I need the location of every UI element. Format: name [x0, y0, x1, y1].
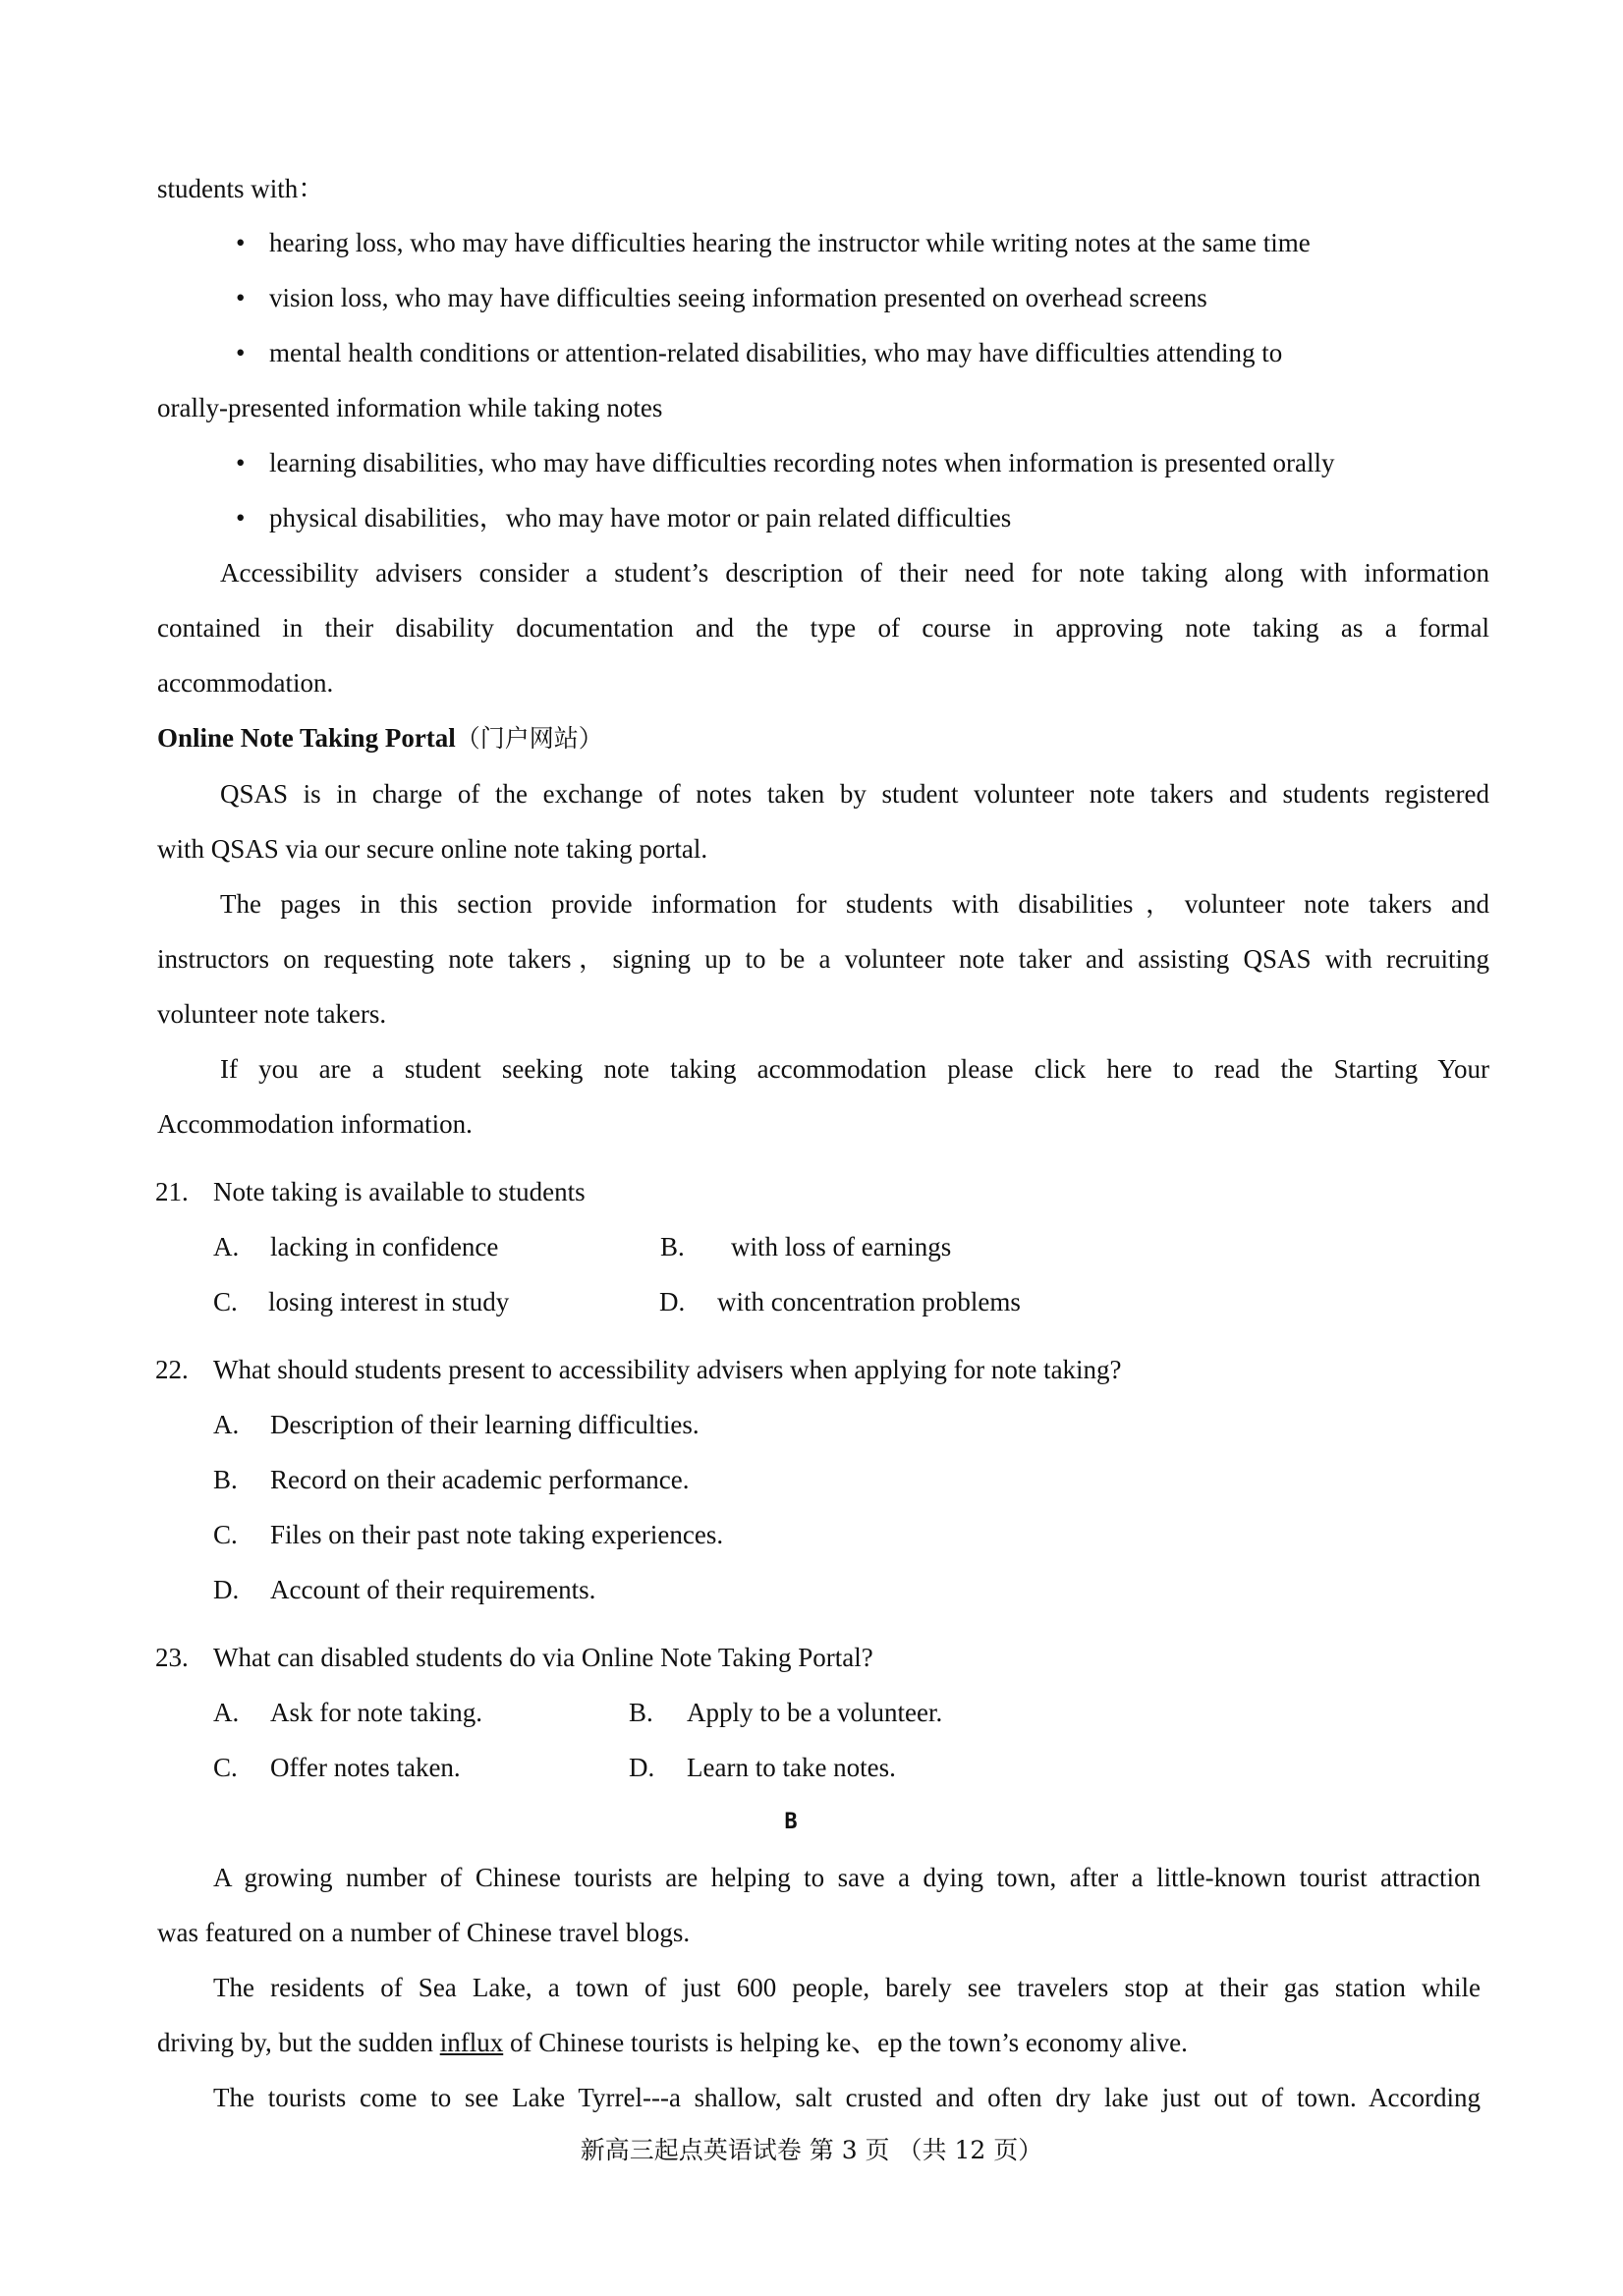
bullet-hearing-loss: hearing loss, who may have difficulties hearing the instructor while writing notes at the same time — [269, 228, 1311, 257]
bullet-dot: • — [236, 338, 246, 367]
q21-option-a-letter: A. — [213, 1232, 240, 1261]
q22-option-d: Account of their requirements. — [270, 1575, 596, 1604]
seeking-paragraph-line: Accommodation information. — [157, 1109, 473, 1139]
q22-number: 22. — [155, 1355, 189, 1384]
tourists-paragraph-line: The tourists come to see Lake Tyrrel---a shallow, salt crusted and often dry lake just out of town. According — [213, 2083, 1481, 2112]
q21-option-c: losing interest in study — [268, 1287, 510, 1316]
seeking-paragraph-line: If you are a student seeking note taking accommodation please click here to read the Starting Your — [220, 1054, 1489, 1084]
growing-paragraph-line: was featured on a number of Chinese travel blogs. — [157, 1918, 691, 1947]
residents-paragraph-line — [157, 2026, 1188, 2059]
q22-option-b: Record on their academic performance. — [270, 1465, 690, 1494]
q23-option-d: Learn to take notes. — [687, 1753, 896, 1782]
intro-line: students with： — [157, 174, 325, 203]
bullet-dot: • — [236, 283, 246, 312]
q22-option-a-letter: A. — [213, 1410, 240, 1439]
q21-option-d: with concentration problems — [717, 1287, 1021, 1316]
pages-paragraph-line: volunteer note takers. — [157, 999, 387, 1029]
section-b-heading: B — [784, 1810, 798, 1834]
q21-stem: Note taking is available to students — [213, 1177, 586, 1206]
q21-option-d-letter: D. — [659, 1287, 686, 1316]
residents-paragraph-line: The residents of Sea Lake, a town of just 600 people, barely see travelers stop at their gas station while — [213, 1973, 1481, 2002]
q23-option-c-letter: C. — [213, 1753, 238, 1782]
q23-option-a: Ask for note taking. — [270, 1698, 482, 1727]
portal-heading-cn: （门户网站） — [455, 724, 603, 753]
q21-option-b: with loss of earnings — [731, 1232, 952, 1261]
q22-option-c: Files on their past note taking experiences. — [270, 1520, 724, 1549]
bullet-learning-disabilities: learning disabilities, who may have difficulties recording notes when information is presented orally — [269, 448, 1335, 477]
qsas-paragraph-line: with QSAS via our secure online note taking portal. — [157, 834, 708, 864]
pages-paragraph-line: The pages in this section provide information for students with disabilities，volunteer note takers and — [220, 889, 1489, 919]
advisers-paragraph-line: contained in their disability documentation and the type of course in approving note taking as a formal — [157, 613, 1489, 643]
growing-paragraph-line: A growing number of Chinese tourists are helping to save a dying town, after a little-known tourist attraction — [213, 1863, 1481, 1892]
q21-option-c-letter: C. — [213, 1287, 238, 1316]
q23-option-a-letter: A. — [213, 1698, 240, 1727]
advisers-paragraph-line: Accessibility advisers consider a student’s description of their need for note taking along with information — [220, 558, 1489, 588]
bullet-dot: • — [236, 228, 246, 257]
q23-number: 23. — [155, 1643, 189, 1672]
bullet-physical-disabilities: physical disabilities，who may have motor or pain related difficulties — [269, 503, 1012, 532]
q22-option-a: Description of their learning difficulties. — [270, 1410, 700, 1439]
q21-option-a: lacking in confidence — [270, 1232, 499, 1261]
residents-text-after: of Chinese tourists is helping ke、ep the town’s economy alive. — [503, 2028, 1188, 2057]
q21-option-b-letter: B. — [660, 1232, 685, 1261]
q23-option-c: Offer notes taken. — [270, 1753, 461, 1782]
q21-number: 21. — [155, 1177, 189, 1206]
qsas-paragraph-line: QSAS is in charge of the exchange of notes taken by student volunteer note takers and students registered — [220, 779, 1489, 809]
q23-stem: What can disabled students do via Online Note Taking Portal? — [213, 1643, 873, 1672]
q22-option-c-letter: C. — [213, 1520, 238, 1549]
q23-option-d-letter: D. — [629, 1753, 655, 1782]
bullet-mental-health-continued: orally-presented information while taking notes — [157, 393, 663, 422]
bullet-dot: • — [236, 503, 246, 532]
residents-text-before: driving by, but the sudden — [157, 2028, 440, 2057]
advisers-paragraph-line: accommodation. — [157, 668, 334, 698]
q22-option-b-letter: B. — [213, 1465, 238, 1494]
q22-option-d-letter: D. — [213, 1575, 240, 1604]
q23-option-b: Apply to be a volunteer. — [687, 1698, 943, 1727]
bullet-dot: • — [236, 448, 246, 477]
bullet-mental-health: mental health conditions or attention-related disabilities, who may have difficulties attending to — [269, 338, 1283, 367]
q22-stem: What should students present to accessibility advisers when applying for note taking? — [213, 1355, 1122, 1384]
pages-paragraph-line: instructors on requesting note takers，signing up to be a volunteer note taker and assisting QSAS with recruiting — [157, 944, 1489, 974]
bullet-vision-loss: vision loss, who may have difficulties seeing information presented on overhead screens — [269, 283, 1207, 312]
portal-heading — [157, 721, 603, 756]
influx-underlined-word: influx — [439, 2028, 504, 2057]
portal-heading-en: Online Note Taking Portal — [157, 723, 456, 753]
q23-option-b-letter: B. — [629, 1698, 653, 1727]
page-footer: 新高三起点英语试卷 第 3 页 （共 12 页） — [580, 2136, 1043, 2164]
